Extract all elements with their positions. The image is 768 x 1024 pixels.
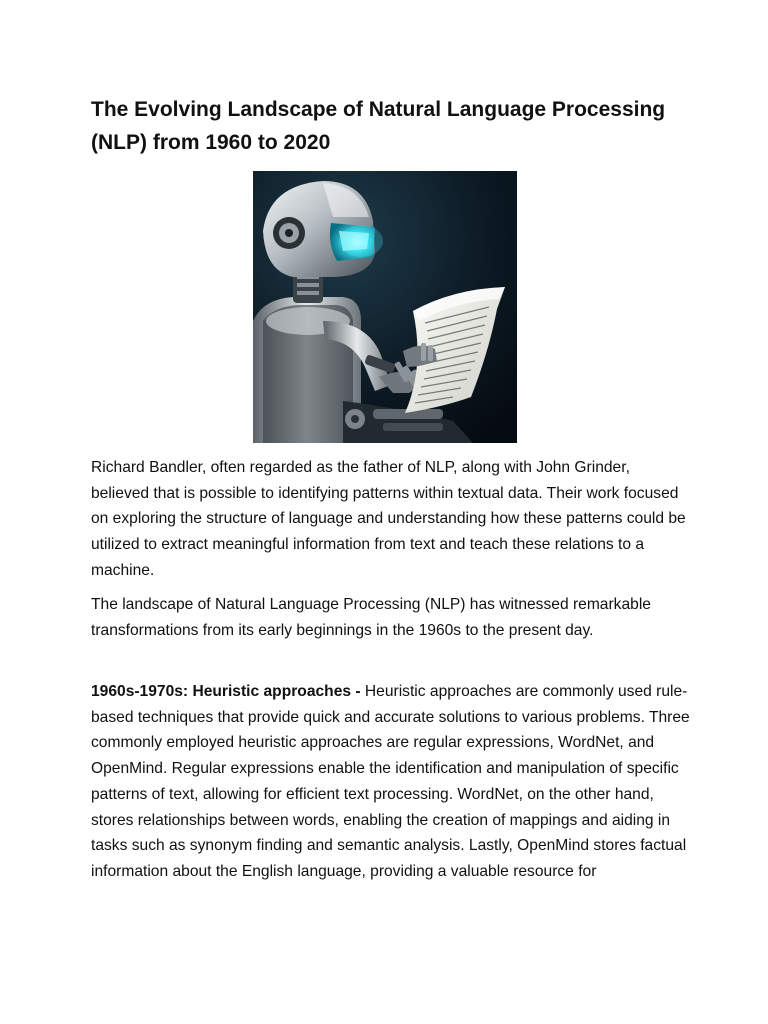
robot-reading-illustration <box>253 171 517 443</box>
paragraph-intro <box>91 455 691 584</box>
paragraph-heuristic <box>91 679 691 885</box>
paragraph-text: Heuristic approaches are commonly used rule-based techniques that provide quick and accurate solutions to various problems. Three commonly employed heuristic approaches are regular expressions, WordNet, and OpenMind. Regular expressions enable the identification and manipulation of specific patterns of text, allowing for efficient text processing. WordNet, on the other hand, stores relationships between words, enabling the creation of mappings and aiding in tasks such as synonym finding and semantic analysis. Lastly, OpenMind stores factual information about the English language, providing a valuable resource for <box>91 683 690 880</box>
paragraph-lead: 1960s-1970s: Heuristic approaches - <box>91 683 361 700</box>
document-title: The Evolving Landscape of Natural Language Processing (NLP) from 1960 to 2020 <box>91 98 666 154</box>
paragraph-text: The landscape of Natural Language Processing (NLP) has witnessed remarkable transformations from its early beginnings in the 1960s to the present day. <box>91 596 651 639</box>
paragraph-text: Richard Bandler, often regarded as the father of NLP, along with John Grinder, believed that is possible to identifying patterns within textual data. Their work focused on exploring the structure of language and understanding how these patterns could be utilized to extract meaningful information from text and teach these relations to a machine. <box>91 459 686 579</box>
paragraph-landscape <box>91 592 691 643</box>
